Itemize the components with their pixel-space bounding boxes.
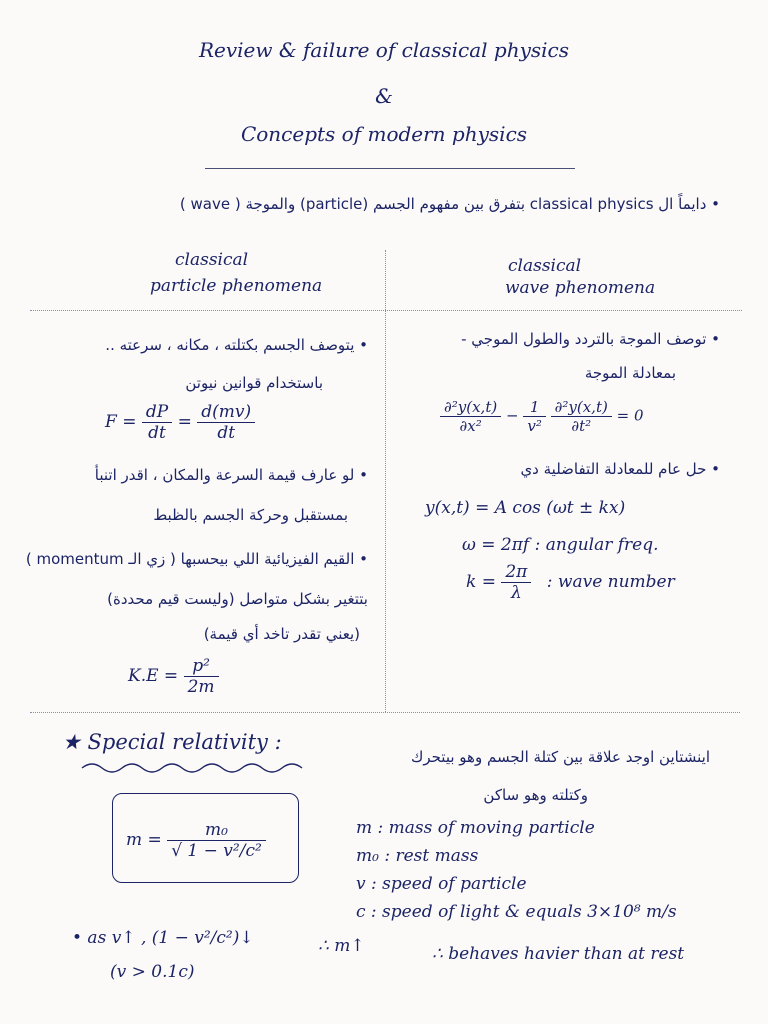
relativity-ar-line1: اينشتاين اوجد علاقة بين كتلة الجسم وهو بيتحرك [410, 748, 710, 766]
left-header-line1: classical [175, 250, 249, 270]
right-header-line2: wave phenomena [505, 278, 656, 298]
left-header-line2: particle phenomena [150, 276, 323, 296]
wave-solution: y(x,t) = A cos (ωt ± kx) [425, 498, 626, 518]
header-divider [30, 310, 742, 311]
page-title: Review & failure of classical physics [198, 38, 570, 62]
page-subtitle: Concepts of modern physics [240, 122, 528, 146]
behaviour-note: ∴ behaves havier than at rest [432, 944, 685, 964]
wave-number: k = $\frac{2\pi}{\lambda}$ : wave number [466, 562, 675, 603]
angular-frequency: ω = 2πf : angular freq. [462, 535, 659, 555]
wave-equation: $\frac{\text{∂²y(x,t)}}{\text{∂x²}}$ − $\frac{1}{\text{v²}}$ $\frac{\text{∂²y(x,t)}}{\text{∂t²}}$ = 0 [440, 398, 644, 435]
column-divider [385, 250, 386, 712]
left-bullet-1-line1: • يتوصف الجسم بكتلته ، مكانه ، سرعته .. [105, 336, 368, 354]
kinetic-energy-formula: K.E = $\frac{\text{p²}}{2m}$ [128, 656, 219, 697]
right-header-line1: classical [508, 256, 582, 276]
left-bullet-3-line1: • القيم الفيزيائية اللي بيحسبها ( زي الـ momentum ) [25, 550, 368, 568]
definition-m0: m₀ : rest mass [356, 846, 479, 866]
mass-formula: m = $\frac{\text{m₀}}{\text{√ 1 − v²/c²}}$ [126, 820, 266, 861]
left-bullet-1-line2: باستخدام قوانين نيوتن [185, 374, 323, 392]
definition-m: m : mass of moving particle [356, 818, 595, 838]
right-bullet-1-line2: بمعادلة الموجة [584, 364, 676, 382]
title-ampersand: & [375, 84, 393, 108]
mass-increase-note: ∴ m↑ [318, 936, 365, 956]
right-bullet-1-line1: • توصف الموجة بالتردد والطول الموجي - [461, 330, 720, 348]
section-divider [30, 712, 740, 713]
definition-c: c : speed of light & equals 3×10⁸ m/s [356, 902, 677, 922]
title-underline [205, 168, 575, 169]
left-bullet-3-line2: بتتغير بشكل متواصل (وليست قيم محددة) [107, 590, 368, 608]
speed-condition: (v > 0.1c) [110, 962, 195, 982]
left-bullet-2-line1: • لو عارف قيمة السرعة والمكان ، اقدر اتنبأ [94, 466, 368, 484]
left-bullet-2-line2: بمستقبل وحركة الجسم بالظبط [153, 506, 348, 524]
velocity-increase-note: • as v↑ , (1 − v²/c²)↓ [72, 928, 254, 948]
newton-law: F = $\frac{dP}{dt}$ = $\frac{d(mv)}{dt}$ [105, 402, 255, 443]
right-bullet-2-line1: • حل عام للمعادلة التفاضلية دي [520, 460, 720, 478]
intro-text: • دايماً ال classical physics بتفرق بين مفهوم الجسم (particle) والموجة ( wave ) [179, 195, 720, 213]
relativity-ar-line2: وكتلته وهو ساكن [483, 786, 588, 804]
definition-v: v : speed of particle [356, 874, 527, 894]
relativity-heading: ★ Special relativity : [62, 730, 282, 754]
left-bullet-3-line3: (يعني تقدر تاخد أي قيمة) [203, 625, 360, 643]
heading-squiggle [80, 760, 305, 776]
